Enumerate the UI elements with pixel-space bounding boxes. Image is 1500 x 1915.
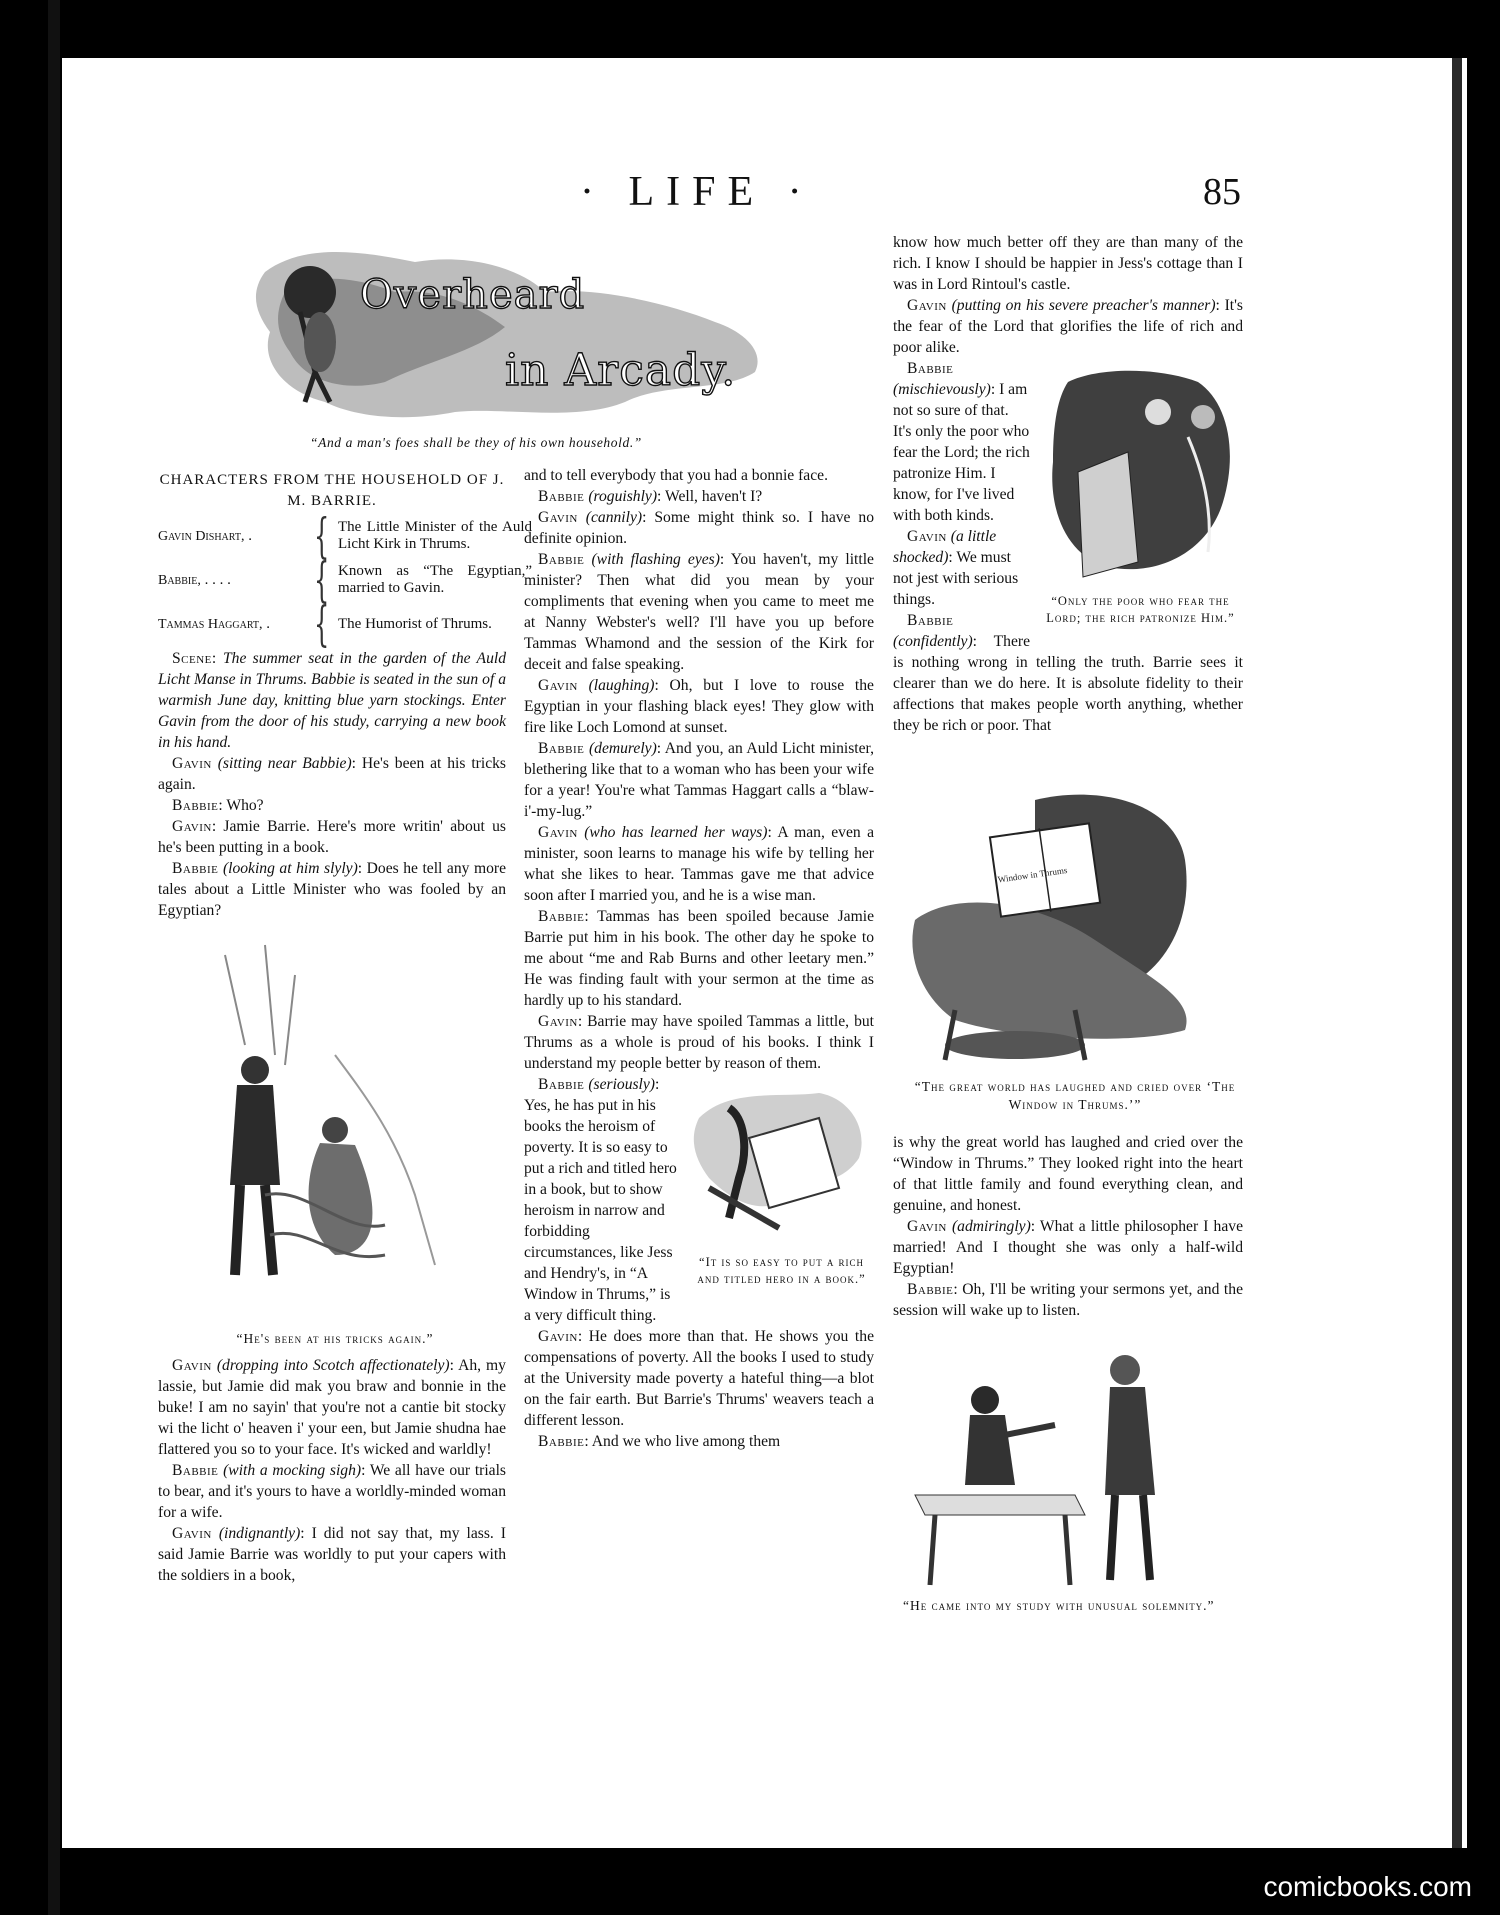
dialogue-paragraph (524, 822, 874, 906)
dialogue-paragraph (524, 486, 874, 507)
cast-brace: { (314, 508, 330, 564)
dialogue-paragraph (158, 1523, 506, 1586)
stage-direction: (putting on his severe preacher's manner) (951, 297, 1216, 314)
cast-babbie (158, 552, 532, 608)
dialogue-paragraph: and to tell everybody that you had a bonnie face. (524, 467, 828, 484)
stage-direction: (sitting near Babbie) (217, 755, 352, 772)
banner-illustration (245, 232, 775, 432)
book-cover-label: Window in Thrums (997, 864, 1068, 885)
cast-name: Gavin Dishart, (158, 528, 245, 544)
speaker: Gavin (538, 509, 578, 526)
cast-brace: { (314, 596, 330, 652)
line: : Who? (218, 797, 264, 814)
caption-2: “It is so easy to put a rich and titled hero in a book.” (697, 1255, 866, 1286)
line: : Yes, he has put in his books the heroism of poverty. It is so easy to put a rich and titled hero in a book, but to show heroism in narrow and forbidding circumstances, like Jess and Hendry's, in “A Window in Thrums,” is a very difficult thing. (524, 1076, 677, 1324)
dialogue-paragraph (524, 1011, 874, 1074)
line: : Oh, but I love to rouse the Egyptian in your flashing black eyes! They glow with fire like Loch Lomond at sunset. (524, 677, 874, 736)
cast-brace: { (314, 552, 330, 608)
dialogue-paragraph (524, 507, 874, 549)
stage-direction: (looking at him slyly) (222, 860, 358, 877)
speaker: Scene: (172, 650, 217, 667)
speaker: Babbie (172, 797, 219, 814)
dialogue-paragraph: is why the great world has laughed and cried over the “Window in Thrums.” They looked right into the heart of that little family and found everything clean, and genuine, and honest. (893, 1134, 1243, 1214)
caption-5: “He came into my study with unusual solemnity.” (903, 1598, 1215, 1613)
dialogue-paragraph (158, 795, 506, 816)
line: : He does more than that. He shows you the compensations of poverty. All the books I used to study at the University made poverty a hateful thing—a blot on the fair earth. But Barrie's Thrums' weavers teach a different lesson. (524, 1328, 874, 1429)
binding-edge (48, 0, 60, 1915)
speaker: Gavin (538, 1013, 578, 1030)
illustration-study-scene (905, 1345, 1225, 1595)
line: : Some might think so. I have no definite opinion. (524, 509, 874, 547)
stage-direction: (admiringly) (951, 1218, 1031, 1235)
illustration-gavin-babbie (185, 935, 465, 1305)
column-1-lower (158, 1355, 506, 1586)
masthead-title: · LIFE · (580, 169, 814, 215)
speaker: Gavin (538, 677, 578, 694)
speaker: Babbie (538, 1433, 585, 1450)
dialogue-paragraph (158, 816, 506, 858)
banner-title-line1: Overheard (360, 272, 586, 318)
speaker: Gavin (172, 1357, 212, 1374)
dialogue-paragraph (158, 858, 506, 921)
cast-role: The Little Minister of the Auld Licht Kirk in Thrums. (338, 519, 532, 552)
cast-gavin (158, 508, 532, 564)
figure-poor-fear-lord (1038, 362, 1243, 647)
speaker: Gavin (172, 755, 212, 772)
line: : Does he tell any more tales about a Little Minister who was fooled by an Egyptian? (158, 860, 506, 919)
line: : I am not so sure of that. It's only the poor who fear the Lord; the rich patronize Him. I know, for I've lived with both kinds. (893, 381, 1030, 524)
stage-direction: (confidently) (893, 633, 973, 650)
dialogue-paragraph (524, 906, 874, 1011)
speaker: Gavin (538, 824, 578, 841)
line: : I did not say that, my lass. I said Jamie Barrie was worldly to put your capers with the soldiers in a book, (158, 1525, 507, 1584)
stage-direction: (cannily) (585, 509, 643, 526)
caption-1: “He's been at his tricks again.” (236, 1331, 434, 1346)
dialogue-paragraph: know how much better off they are than many of the rich. I know I should be happier in Jess's cottage than I was in Lord Rintoul's castle. (893, 234, 1243, 293)
dialogue-paragraph (524, 549, 874, 675)
line: : Well, haven't I? (657, 488, 763, 505)
dialogue-paragraph (158, 753, 506, 795)
stage-direction: (roguishly) (588, 488, 658, 505)
page-number: 85 (1203, 171, 1241, 213)
stage-direction: (indignantly) (218, 1525, 301, 1542)
scene-paragraph (158, 648, 506, 753)
speaker: Gavin (907, 297, 947, 314)
line: : He's been at his tricks again. (158, 755, 506, 793)
cast-name: Tammas Haggart, (158, 616, 263, 632)
dialogue-paragraph (524, 675, 874, 738)
line: : What a little philosopher I have married! And I thought she was only a half-wild Egyptian! (893, 1218, 1243, 1277)
dialogue-paragraph (524, 738, 874, 822)
dialogue-paragraph (158, 1355, 506, 1460)
cast-tammas (158, 596, 506, 652)
column-3 (893, 232, 1243, 736)
dialogue-paragraph (524, 1431, 874, 1452)
line: : We must not jest with serious things. (893, 549, 1019, 608)
column-1 (158, 470, 532, 921)
line: : And you, an Auld Licht minister, blethering like that to a woman who has been your wife for a year! You're what Tammas Haggart calls a “blaw-i'-my-lug.” (524, 740, 874, 820)
stage-direction: (with flashing eyes) (591, 551, 720, 568)
speaker: Babbie (538, 488, 585, 505)
line: : Ah, my lassie, but Jamie did mak you braw and bonnie in the buke! I am no sayin' that you're not a cantie bit stocky wi the licht o' heaven i' your een, but Jamie shudna hae flattered you so to your face. It's wicked and warldly! (158, 1357, 506, 1458)
stage-direction: (who has learned her ways) (584, 824, 768, 841)
cast-dots: . (266, 615, 271, 632)
line: : It's the fear of the Lord that glorifies the life of rich and poor alike. (893, 297, 1244, 356)
cast-role: The Humorist of Thrums. (338, 615, 492, 632)
page-edge (1452, 58, 1462, 1848)
caption-4: “The great world has laughed and cried over ‘The Window in Thrums.’” (914, 1079, 1236, 1112)
speaker: Gavin (907, 1218, 947, 1235)
dialogue-paragraph (893, 1279, 1243, 1321)
speaker: Babbie (538, 908, 585, 925)
line: : A man, even a minister, soon learns to manage his wife by telling her what she likes to hear. Tammas gave me that advice soon after I married you, and he is a wise man. (524, 824, 874, 904)
column-3-lower (893, 1132, 1243, 1321)
speaker: Babbie (538, 551, 585, 568)
line: : We all have our trials to bear, and it's yours to have a worldly-minded woman for a wife. (158, 1462, 507, 1521)
stage-direction: (a little shocked) (893, 528, 997, 566)
speaker: Gavin (907, 528, 947, 545)
dialogue-paragraph (158, 1460, 506, 1523)
line: : Oh, I'll be writing your sermons yet, and the session will wake up to listen. (893, 1281, 1243, 1319)
cast-dots: . (248, 527, 252, 544)
line: : And we who live among them (584, 1433, 781, 1450)
watermark: comicbooks.com (1263, 1871, 1472, 1902)
line: : You haven't, my little minister? Then what did you mean by your compliments that evening when you came to meet me at Nanny Webster's well? I'll have you up before Tammas Whamond and the session of the Kirk for deceit and false speaking. (524, 551, 874, 673)
speaker: Babbie (172, 1462, 219, 1479)
line: : Barrie may have spoiled Tammas a little, but Thrums as a whole is proud of his books. I think I understand my people better by reason of them. (524, 1013, 874, 1072)
speaker: Gavin (172, 1525, 212, 1542)
stage-direction: (dropping into Scotch affectionately) (216, 1357, 450, 1374)
banner-title-line2: in Arcady. (505, 345, 737, 396)
line: : Jamie Barrie. Here's more writin' about us he's been putting in a book. (158, 818, 506, 856)
line: : Tammas has been spoiled because Jamie Barrie put him in his book. The other day he spoke to me about “me and Rab Burns and other leetary men.” He was finding fault with your sermon at the time as hardly up to his standard. (524, 908, 874, 1009)
illustration-rich-hero (689, 1078, 874, 1248)
stage-direction: (seriously) (588, 1076, 656, 1093)
cast-dots: . . . . (204, 571, 231, 588)
speaker: Babbie (907, 612, 954, 629)
banner-epigraph: “And a man's foes shall be they of his own household.” (310, 435, 642, 450)
line: : There is nothing wrong in telling the truth. Barrie sees it clearer than we do here. It is absolute fidelity to their affections that makes people worth anything, whether they be rich or poor. That (893, 633, 1243, 734)
illustration-rich-and-poor (1038, 362, 1243, 587)
stage-direction: (demurely) (588, 740, 657, 757)
cast-role: Known as “The Egyptian,” married to Gavin. (338, 563, 532, 596)
stage-direction: (with a mocking sigh) (223, 1462, 362, 1479)
speaker: Babbie (172, 860, 219, 877)
cast-heading: CHARACTERS FROM THE HOUSEHOLD OF J. M. BARRIE. (159, 472, 505, 509)
dialogue-paragraph (893, 1216, 1243, 1279)
speaker: Gavin (538, 1328, 578, 1345)
speaker: Babbie (538, 740, 585, 757)
scene-text: The summer seat in the garden of the Auld Licht Manse in Thrums. Babbie is seated in the sun of a warmish June day, knitting blue yarn stockings. Enter Gavin from the door of his study, carrying a new book in his hand. (158, 650, 506, 751)
speaker: Babbie (907, 1281, 954, 1298)
speaker: Babbie (538, 1076, 585, 1093)
column-2 (524, 465, 874, 1452)
dialogue-paragraph (893, 295, 1243, 358)
stage-direction: (laughing) (588, 677, 655, 694)
cast-name: Babbie, (158, 572, 201, 588)
caption-3: “Only the poor who fear the Lord; the rich patronize Him.” (1046, 594, 1235, 625)
stage-direction: (mischievously) (893, 381, 991, 398)
illustration-reader-in-chair (895, 780, 1235, 1070)
dialogue-paragraph (524, 1326, 874, 1431)
speaker: Babbie (907, 360, 954, 377)
speaker: Gavin (172, 818, 212, 835)
figure-rich-hero (689, 1078, 874, 1308)
